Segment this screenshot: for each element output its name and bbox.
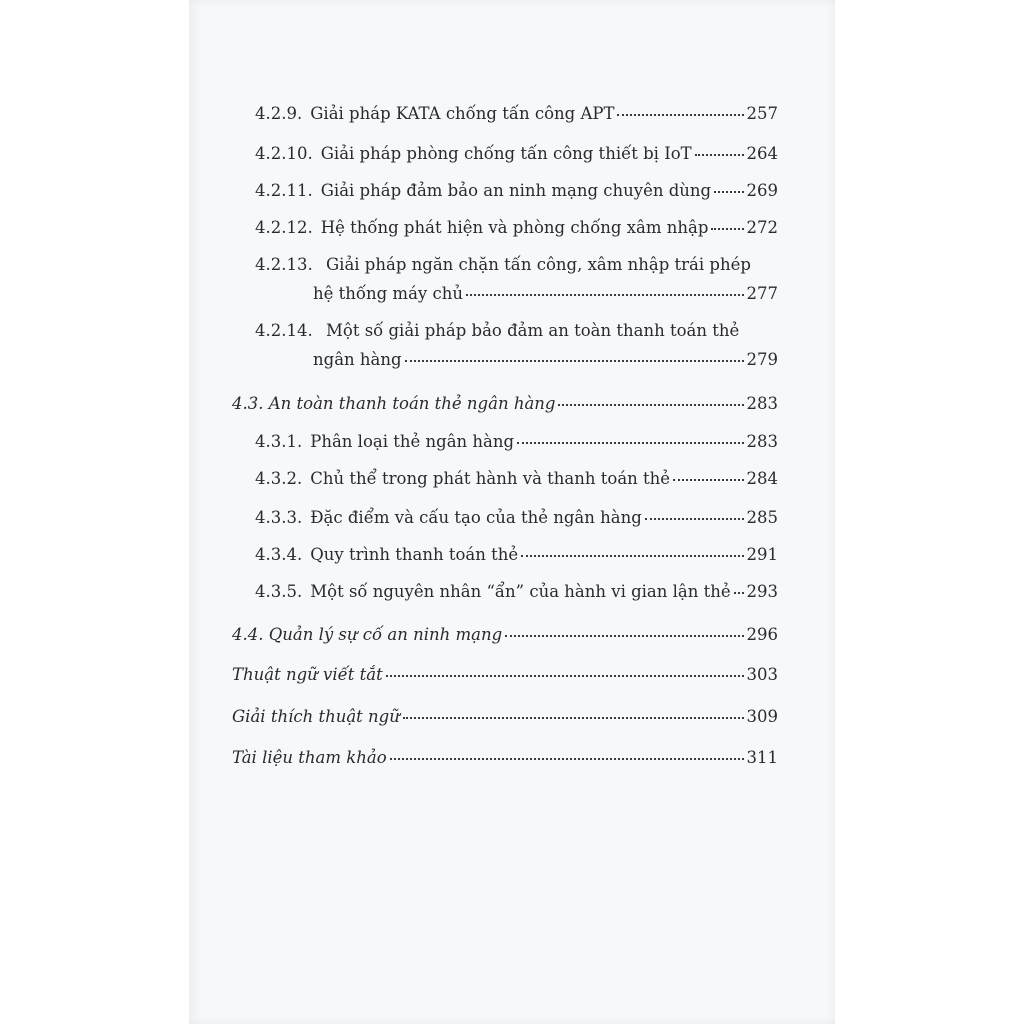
toc-entry-number: 4.3.1.: [255, 432, 303, 451]
toc-entry-title-continued: hệ thống máy chủ: [313, 284, 463, 303]
toc-entry-number: 4.3.4.: [255, 545, 303, 564]
toc-entry-number: 4.2.13.: [255, 255, 313, 274]
toc-entry-page: 269: [746, 181, 778, 200]
toc-section-title: 4.3. An toàn thanh toán thẻ ngân hàng: [232, 394, 556, 413]
leader-dots: [695, 154, 744, 156]
toc-entry-page: 284: [746, 469, 778, 488]
leader-dots: [734, 592, 744, 594]
toc-entry-title: Quy trình thanh toán thẻ: [310, 545, 519, 564]
toc-entry-title: Một số giải pháp bảo đảm an toàn thanh toán thẻ: [325, 321, 740, 340]
leader-dots: [466, 294, 744, 296]
toc-glossary: [232, 707, 778, 729]
toc-entry-title: Hệ thống phát hiện và phòng chống xâm nhập: [320, 218, 709, 237]
leader-dots: [517, 442, 743, 444]
toc-entry-title: Phân loại thẻ ngân hàng: [310, 432, 515, 451]
leader-dots: [711, 228, 743, 230]
toc-entry-page: 285: [746, 508, 778, 527]
toc-entry-page: 291: [746, 545, 778, 564]
toc-entry-page: 311: [746, 748, 778, 767]
toc-entry-4-2-14: [255, 321, 739, 343]
leader-dots: [673, 479, 743, 481]
toc-entry-number: 4.3.5.: [255, 582, 303, 601]
toc-entry-4-2-11: [255, 181, 778, 203]
toc-entry-title: Giải pháp KATA chống tấn công APT: [310, 104, 615, 123]
toc-entry-4-2-14-continued: [313, 350, 778, 372]
leader-dots: [403, 717, 744, 719]
toc-entry-title: Giải pháp đảm bảo an ninh mạng chuyên dùng: [320, 181, 712, 200]
toc-entry-page: 257: [746, 104, 778, 123]
leader-dots: [405, 360, 744, 362]
toc-entry-page: 264: [746, 144, 778, 163]
toc-entry-title: Một số nguyên nhân “ẩn” của hành vi gian lận thẻ: [310, 582, 731, 601]
toc-entry-4-2-12: [255, 218, 778, 240]
leader-dots: [390, 758, 744, 760]
toc-entry-number: 4.2.12.: [255, 218, 313, 237]
toc-entry-4-3-1: [255, 432, 778, 454]
toc-section-4-4: [232, 625, 778, 647]
toc-entry-page: 279: [746, 350, 778, 369]
toc-entry-4-2-10: [255, 144, 778, 166]
toc-entry-title: Đặc điểm và cấu tạo của thẻ ngân hàng: [310, 508, 642, 527]
toc-references: [232, 748, 778, 770]
toc-section-title: 4.4. Quản lý sự cố an ninh mạng: [232, 625, 503, 644]
toc-abbreviations: [232, 665, 778, 687]
toc-entry-title-continued: ngân hàng: [313, 350, 402, 369]
toc-entry-number: 4.2.14.: [255, 321, 313, 340]
toc-entry-page: 309: [746, 707, 778, 726]
toc-entry-page: 277: [746, 284, 778, 303]
toc-entry-page: 303: [746, 665, 778, 684]
toc-entry-number: 4.2.11.: [255, 181, 313, 200]
toc-entry-4-2-9: [255, 104, 778, 126]
leader-dots: [386, 675, 744, 677]
toc-entry-title: Giải pháp ngăn chặn tấn công, xâm nhập trái phép: [325, 255, 751, 274]
toc-entry-page: 283: [746, 394, 778, 413]
toc-entry-4-3-3: [255, 508, 778, 530]
toc-entry-4-3-2: [255, 469, 778, 491]
toc-section-title: Thuật ngữ viết tắt: [232, 665, 383, 684]
toc-entry-page: 293: [746, 582, 778, 601]
toc-entry-number: 4.2.10.: [255, 144, 313, 163]
toc-entry-page: 283: [746, 432, 778, 451]
leader-dots: [521, 555, 743, 557]
toc-entry-4-2-13: [255, 255, 751, 277]
toc-entry-number: 4.2.9.: [255, 104, 303, 123]
leader-dots: [714, 191, 743, 193]
toc-entry-number: 4.3.3.: [255, 508, 303, 527]
toc-entry-4-3-4: [255, 545, 778, 567]
toc-entry-4-2-13-continued: [313, 284, 778, 306]
toc-entry-number: 4.3.2.: [255, 469, 303, 488]
toc-entry-title: Chủ thể trong phát hành và thanh toán thẻ: [310, 469, 671, 488]
toc-section-title: Tài liệu tham khảo: [232, 748, 387, 767]
toc-entry-page: 296: [746, 625, 778, 644]
leader-dots: [617, 114, 743, 116]
toc-section-4-3: [232, 394, 778, 416]
leader-dots: [505, 635, 743, 637]
toc-section-title: Giải thích thuật ngữ: [232, 707, 400, 726]
leader-dots: [558, 404, 743, 406]
leader-dots: [645, 518, 744, 520]
toc-entry-page: 272: [746, 218, 778, 237]
toc-entry-4-3-5: [255, 582, 778, 604]
toc-entry-title: Giải pháp phòng chống tấn công thiết bị IoT: [320, 144, 692, 163]
